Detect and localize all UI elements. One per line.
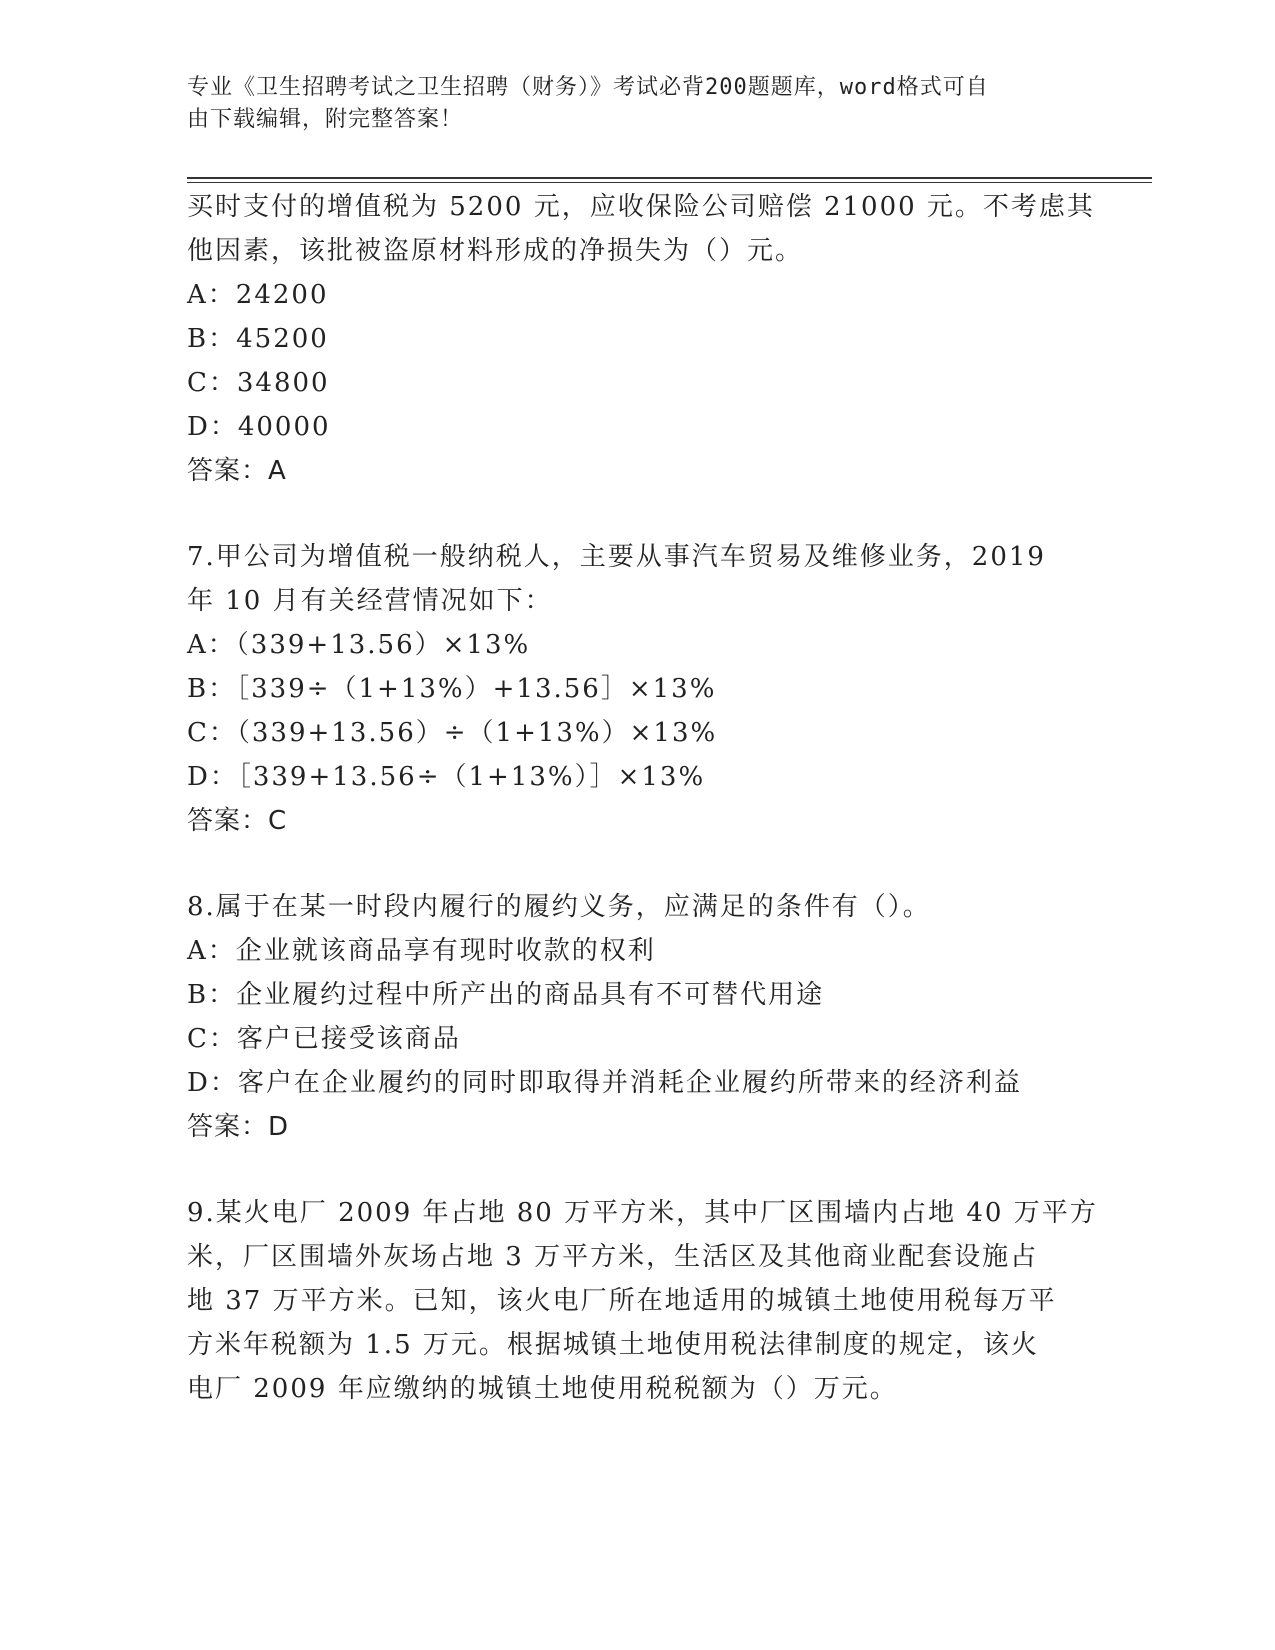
question-7-stem-line-1: 7.甲公司为增值税一般纳税人，主要从事汽车贸易及维修业务，2019 — [187, 542, 1046, 572]
document-header — [187, 72, 1067, 136]
question-8-answer: 答案：D — [187, 1112, 290, 1142]
question-9-stem-line-2: 米，厂区围墙外灰场占地 3 万平方米，生活区及其他商业配套设施占 — [187, 1242, 1039, 1272]
question-8-option-a: A：企业就该商品享有现时收款的权利 — [187, 936, 656, 966]
question-6-stem-line-2: 他因素，该批被盗原材料形成的净损失为（）元。 — [187, 236, 804, 266]
question-8-stem-line-1: 8.属于在某一时段内履行的履约义务，应满足的条件有（）。 — [187, 892, 931, 922]
question-9-stem-line-1: 9.某火电厂 2009 年占地 80 万平方米，其中厂区围墙内占地 40 万平方 — [187, 1198, 1098, 1228]
header-line-1: 专业《卫生招聘考试之卫生招聘（财务）》考试必背200题题库，word格式可自 — [187, 75, 989, 100]
question-8-option-c: C：客户已接受该商品 — [187, 1024, 461, 1054]
question-7-answer: 答案：C — [187, 806, 288, 836]
question-6-option-a: A：24200 — [187, 280, 329, 310]
question-8-option-d: D：客户在企业履约的同时即取得并消耗企业履约所带来的经济利益 — [187, 1068, 1022, 1098]
question-7-option-a: A：（339+13.56）×13% — [187, 630, 531, 660]
question-7-option-d: D：［339+13.56÷（1+13%）］×13% — [187, 762, 706, 792]
question-6-option-c: C：34800 — [187, 368, 330, 398]
question-6-answer: 答案：A — [187, 456, 287, 486]
question-6-option-d: D：40000 — [187, 412, 331, 442]
question-9-stem-line-3: 地 37 万平方米。已知，该火电厂所在地适用的城镇土地使用税每万平 — [187, 1286, 1057, 1316]
question-8-option-b: B：企业履约过程中所产出的商品具有不可替代用途 — [187, 980, 825, 1010]
question-7-option-c: C：（339+13.56）÷（1+13%）×13% — [187, 718, 718, 748]
header-divider-thin — [187, 182, 1152, 183]
header-divider-thick — [187, 177, 1152, 179]
question-6-option-b: B：45200 — [187, 324, 329, 354]
question-6-stem-line-1: 买时支付的增值税为 5200 元，应收保险公司赔偿 21000 元。不考虑其 — [187, 192, 1095, 222]
header-line-2: 由下载编辑，附完整答案！ — [187, 107, 464, 132]
question-7-option-b: B：［339÷（1+13%）+13.56］×13% — [187, 674, 717, 704]
question-7-stem-line-2: 年 10 月有关经营情况如下： — [187, 586, 553, 616]
question-9-stem-line-5: 电厂 2009 年应缴纳的城镇土地使用税税额为（）万元。 — [187, 1374, 898, 1404]
question-9-stem-line-4: 方米年税额为 1.5 万元。根据城镇土地使用税法律制度的规定，该火 — [187, 1330, 1039, 1360]
